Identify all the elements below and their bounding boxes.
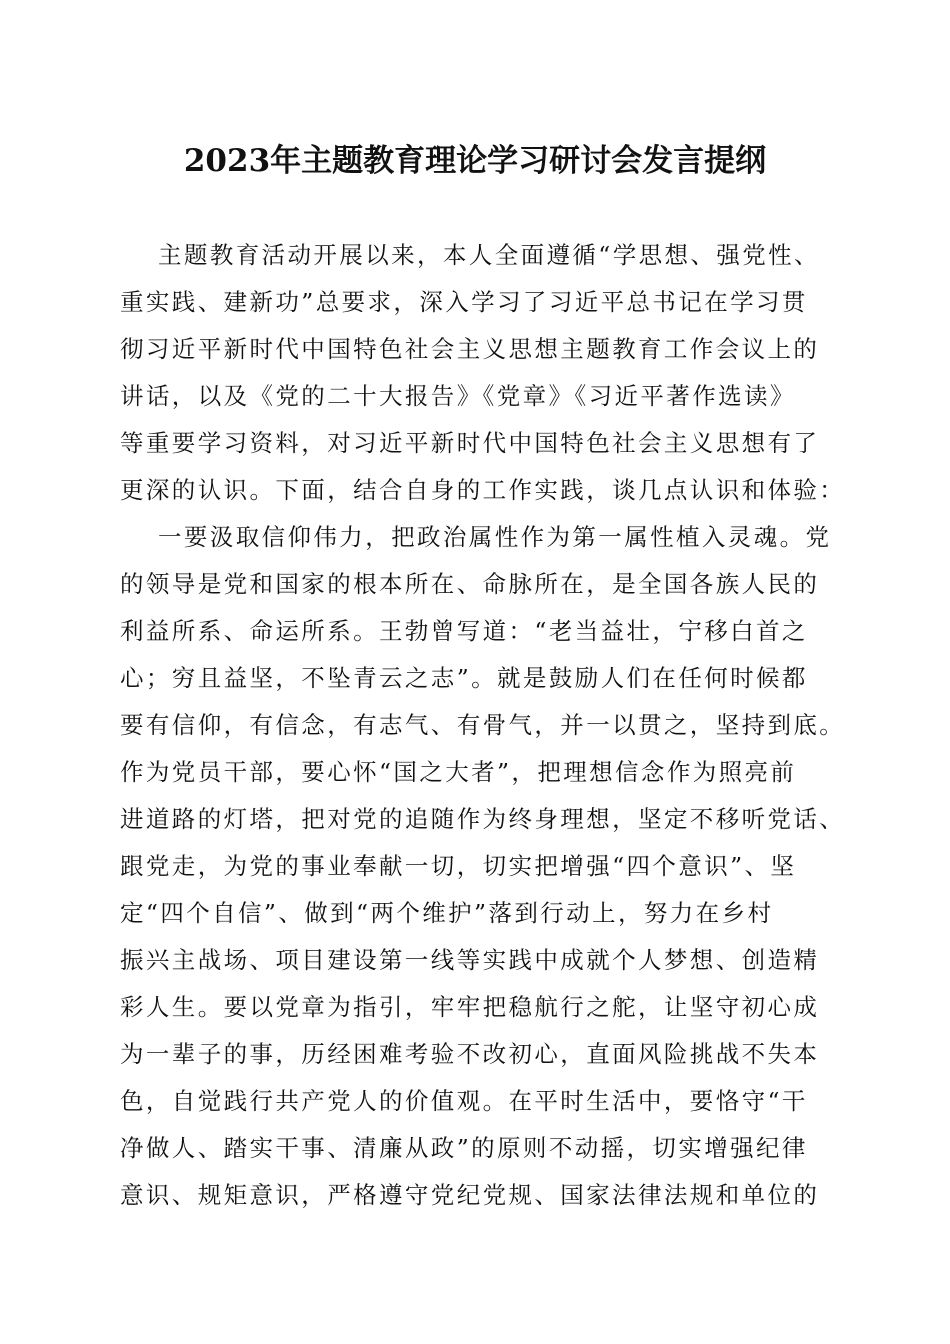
paragraph-line: 振兴主战场、项目建设第一线等实践中成就个人梦想、创造精 [120, 946, 820, 974]
paragraph-line: 色，自觉践行共产党人的价值观。在平时生活中，要恪守“干 [120, 1087, 808, 1115]
paragraph-line: 意识、规矩意识，严格遵守党纪党规、国家法律法规和单位的 [120, 1181, 820, 1209]
paragraph-line: 彩人生。要以党章为指引，牢牢把稳航行之舵，让坚守初心成 [120, 993, 820, 1021]
paragraph-line: 为一辈子的事，历经困难考验不改初心，直面风险挑战不失本 [120, 1040, 820, 1068]
paragraph-line: 作为党员干部，要心怀“国之大者”，把理想信念作为照亮前 [120, 758, 797, 786]
paragraph-line: 心；穷且益坚，不坠青云之志”。就是鼓励人们在任何时候都 [120, 664, 808, 692]
paragraph-line: 要有信仰，有信念，有志气、有骨气，并一以贯之，坚持到底。 [120, 711, 846, 739]
paragraph-line: 重实践、建新功”总要求，深入学习了习近平总书记在学习贯 [120, 288, 808, 316]
paragraph-line: 进道路的灯塔，把对党的追随作为终身理想，坚定不移听党话、 [120, 805, 846, 833]
paragraph-line: 彻习近平新时代中国特色社会主义思想主题教育工作会议上的 [120, 335, 820, 363]
paragraph-line: 定“四个自信”、做到“两个维护”落到行动上，努力在乡村 [120, 899, 774, 927]
paragraph-line: 跟党走，为党的事业奉献一切，切实把增强“四个意识”、坚 [120, 852, 797, 880]
document-body [120, 232, 846, 1219]
paragraph-line: 的领导是党和国家的根本所在、命脉所在，是全国各族人民的 [120, 570, 820, 598]
paragraph-line: 更深的认识。下面，结合自身的工作实践，谈几点认识和体验： [120, 476, 846, 504]
paragraph-line: 净做人、踏实干事、清廉从政”的原则不动摇，切实增强纪律 [120, 1134, 808, 1162]
paragraph-line: 等重要学习资料，对习近平新时代中国特色社会主义思想有了 [120, 429, 820, 457]
paragraph-line: 利益所系、命运所系。王勃曾写道：“老当益壮，宁移白首之 [120, 617, 808, 645]
paragraph-line: 讲话，以及《党的二十大报告》《党章》《习近平著作选读》 [120, 382, 796, 410]
paragraph-line: 一要汲取信仰伟力，把政治属性作为第一属性植入灵魂。党 [158, 523, 832, 551]
paragraph-line: 主题教育活动开展以来，本人全面遵循“学思想、强党性、 [158, 241, 820, 269]
document-title: 2023年主题教育理论学习研讨会发言提纲 [183, 143, 767, 179]
